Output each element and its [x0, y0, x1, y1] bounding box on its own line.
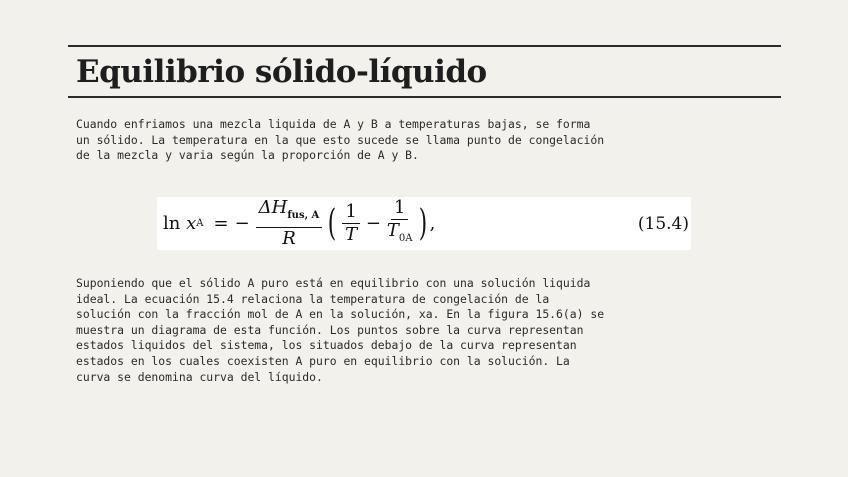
body-paragraph: [76, 276, 604, 385]
body-line: muestra un diagrama de esta función. Los puntos sobre la curva representan: [76, 322, 584, 337]
slide-title: Equilibrio sólido-líquido: [76, 54, 487, 90]
bottom-rule: [68, 96, 781, 98]
eq-trail: ,: [429, 213, 436, 234]
eq-ln: ln: [163, 213, 181, 234]
eq-minus: −: [234, 213, 250, 234]
eq-x: x: [186, 213, 197, 234]
eq-deltah: ΔH: [258, 197, 288, 218]
top-rule: [68, 45, 781, 47]
equation-number: (15.4): [637, 213, 689, 234]
eq-x-sub: A: [196, 218, 204, 229]
eq-equals: =: [213, 213, 229, 234]
body-line: curva se denomina curva del líquido.: [76, 369, 323, 384]
body-line: estados liquidos del sistema, los situados debajo de la curva representan: [76, 338, 577, 353]
eq-deltah-sub: fus, A: [287, 210, 320, 221]
body-line: solución con la fracción mol de A en la solución, xa. En la figura 15.6(a) se: [76, 307, 605, 322]
eq-frac-enthalpy: [256, 198, 323, 249]
intro-line: de la mezcla y varia según la proporción de A y B.: [76, 148, 419, 163]
eq-t0-sub: 0A: [398, 233, 413, 244]
eq-t: T: [345, 224, 358, 245]
eq-one-a: 1: [342, 202, 359, 224]
eq-close-paren: ): [418, 202, 427, 244]
eq-open-paren: (: [328, 202, 337, 244]
body-line: ideal. La ecuación 15.4 relaciona la temperatura de congelación de la: [76, 291, 550, 306]
equation-image: [157, 197, 691, 250]
eq-op: −: [365, 213, 381, 234]
body-line: Suponiendo que el sólido A puro está en equilibrio con una solución liquida: [76, 276, 591, 290]
body-line: estados en los cuales coexisten A puro en equilibrio con la solución. La: [76, 353, 570, 368]
equation-body: [163, 197, 435, 250]
intro-line: un sólido. La temperatura en la que esto sucede se llama punto de congelación: [76, 132, 605, 147]
intro-line: Cuando enfriamos una mezcla liquida de A y B a temperaturas bajas, se forma: [76, 117, 591, 131]
eq-r: R: [282, 228, 296, 249]
intro-paragraph: [76, 117, 604, 164]
eq-one-b: 1: [391, 198, 408, 220]
eq-frac-t0: [387, 198, 413, 249]
eq-frac-t: [342, 202, 359, 245]
eq-t0: T: [386, 220, 399, 241]
